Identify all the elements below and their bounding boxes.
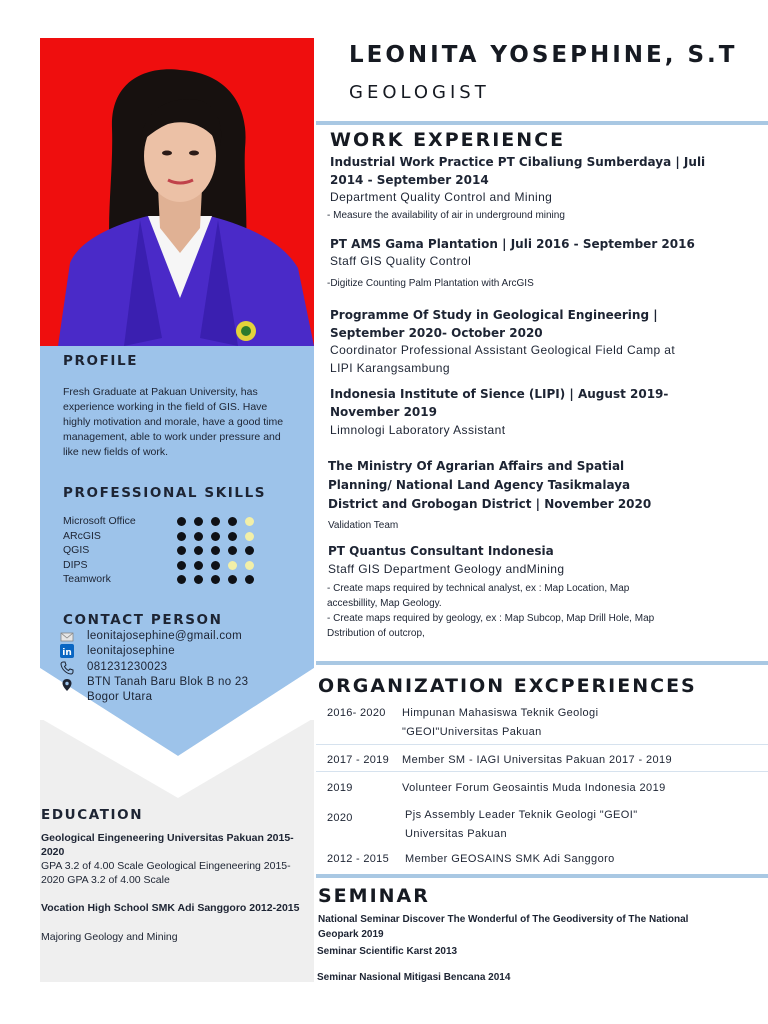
skill-dot-empty bbox=[245, 517, 254, 526]
skill-dot-filled bbox=[194, 561, 203, 570]
skill-dot-filled bbox=[211, 517, 220, 526]
org-row-divider-2 bbox=[316, 771, 768, 772]
skill-name: DIPS bbox=[63, 558, 88, 571]
org-year-1: 2016- 2020 bbox=[327, 707, 386, 719]
org-year-2: 2017 - 2019 bbox=[327, 754, 390, 766]
skill-dot-filled bbox=[245, 575, 254, 584]
divider-header bbox=[316, 121, 768, 125]
skill-dot-filled bbox=[194, 532, 203, 541]
skill-dot-filled bbox=[228, 517, 237, 526]
job-title-3: Programme Of Study in Geological Engineering | September 2020- October 2020 bbox=[330, 308, 658, 340]
job-title-5: The Ministry Of Agrarian Affairs and Spatial Planning/ National Land Agency Tasikmalaya District and Grobogan District | November 2020 bbox=[328, 459, 652, 511]
skills-heading: PROFESSIONAL SKILLS bbox=[63, 485, 267, 501]
skill-dot-filled bbox=[194, 517, 203, 526]
job-role-2: Staff GIS Quality Control bbox=[330, 254, 472, 268]
phone-icon bbox=[60, 661, 74, 675]
org-desc-3: Volunteer Forum Geosaintis Muda Indonesia 2019 bbox=[402, 782, 666, 794]
candidate-name: LEONITA YOSEPHINE, S.T bbox=[349, 42, 738, 68]
linkedin-text[interactable]: leonitajosephine bbox=[87, 645, 175, 657]
job-desc-6b: - Create maps required by geology, ex : Map Subcop, Map Drill Hole, Map Dstribution of outcrop, bbox=[327, 613, 655, 639]
job-title-1: Industrial Work Practice PT Cibaliung Sumberdaya | Juli 2014 - September 2014 bbox=[330, 155, 706, 187]
email-text[interactable]: leonitajosephine@gmail.com bbox=[87, 630, 242, 642]
org-row-divider-1 bbox=[316, 744, 768, 745]
address-line2: Bogor Utara bbox=[87, 691, 153, 703]
education-detail-1: GPA 3.2 of 4.00 Scale Geological Eingeneering 2015-2020 GPA 3.2 of 4.00 Scale bbox=[41, 860, 291, 886]
job-role-1: Department Quality Control and Mining bbox=[330, 190, 553, 204]
skill-row bbox=[63, 530, 293, 545]
education-detail-2: Majoring Geology and Mining bbox=[41, 931, 178, 943]
skill-dot-filled bbox=[211, 561, 220, 570]
seminar-item-2: Seminar Scientific Karst 2013 bbox=[317, 946, 458, 957]
skill-dot-filled bbox=[228, 546, 237, 555]
skill-row bbox=[63, 544, 293, 559]
location-pin-icon bbox=[60, 678, 74, 692]
skill-dot-filled bbox=[211, 575, 220, 584]
skill-dot-filled bbox=[177, 532, 186, 541]
portrait-photo bbox=[40, 38, 314, 346]
skill-name: ARcGIS bbox=[63, 529, 101, 542]
skill-dot-empty bbox=[245, 561, 254, 570]
seminar-item-3: Seminar Nasional Mitigasi Bencana 2014 bbox=[317, 972, 511, 983]
svg-text:in: in bbox=[62, 648, 72, 658]
skill-name: Microsoft Office bbox=[63, 515, 136, 527]
org-year-3: 2019 bbox=[327, 782, 353, 794]
job-role-3: Coordinator Professional Assistant Geological Field Camp at LIPI Karangsambung bbox=[330, 343, 676, 375]
job-role-6: Staff GIS Department Geology andMining bbox=[328, 562, 565, 576]
seminar-item-1: National Seminar Discover The Wonderful of The Geodiversity of The National Geopark 2019 bbox=[318, 914, 689, 940]
job-title-4: Indonesia Institute of Sience (LIPI) | August 2019- November 2019 bbox=[330, 387, 669, 419]
skill-row bbox=[63, 559, 293, 574]
profile-text: Fresh Graduate at Pakuan University, has experience working in the field of GIS. Have highly motivation and morale, have a good time management, able to work under pressure and like new fields of work. bbox=[63, 386, 284, 458]
email-icon bbox=[60, 630, 74, 644]
education-title-2: Vocation High School SMK Adi Sanggoro 2012-2015 bbox=[41, 902, 300, 914]
skill-dot-filled bbox=[194, 575, 203, 584]
skill-dot-filled bbox=[177, 575, 186, 584]
work-heading: WORK EXPERIENCE bbox=[330, 129, 566, 151]
divider-work bbox=[316, 661, 768, 665]
org-desc-2: Member SM - IAGI Universitas Pakuan 2017 - 2019 bbox=[402, 754, 673, 766]
contact-heading: CONTACT PERSON bbox=[63, 612, 223, 628]
skill-dot-filled bbox=[211, 532, 220, 541]
job-title-6: PT Quantus Consultant Indonesia bbox=[328, 544, 554, 558]
org-desc-4: Pjs Assembly Leader Teknik Geologi "GEOI" Universitas Pakuan bbox=[405, 809, 638, 840]
skill-name: Teamwork bbox=[63, 573, 111, 585]
seminar-heading: SEMINAR bbox=[318, 885, 430, 907]
skill-dot-filled bbox=[177, 546, 186, 555]
job-desc-6a: - Create maps required by technical analyst, ex : Map Location, Map accesbillity, Map Geology. bbox=[327, 583, 630, 609]
skill-dot-empty bbox=[228, 561, 237, 570]
skill-row bbox=[63, 515, 293, 530]
skill-name: QGIS bbox=[63, 544, 90, 556]
skill-dot-filled bbox=[194, 546, 203, 555]
address-line1: BTN Tanah Baru Blok B no 23 bbox=[87, 676, 249, 688]
org-year-4: 2020 bbox=[327, 812, 353, 824]
skill-dot-filled bbox=[211, 546, 220, 555]
skill-dot-filled bbox=[177, 561, 186, 570]
job-title-2: PT AMS Gama Plantation | Juli 2016 - September 2016 bbox=[330, 237, 695, 251]
org-desc-1: Himpunan Mahasiswa Teknik Geologi "GEOI"Universitas Pakuan bbox=[402, 707, 599, 738]
skill-dot-empty bbox=[245, 532, 254, 541]
skill-dot-filled bbox=[228, 575, 237, 584]
education-title-1: Geological Eingeneering Universitas Pakuan 2015-2020 bbox=[41, 832, 294, 858]
skill-dot-filled bbox=[177, 517, 186, 526]
linkedin-icon bbox=[60, 644, 74, 658]
organization-heading: ORGANIZATION EXCPERIENCES bbox=[318, 675, 697, 697]
skill-dot-filled bbox=[228, 532, 237, 541]
job-role-4: Limnologi Laboratory Assistant bbox=[330, 423, 506, 437]
org-desc-5: Member GEOSAINS SMK Adi Sanggoro bbox=[405, 853, 615, 865]
job-desc-5: Validation Team bbox=[328, 520, 399, 531]
job-desc-2: -Digitize Counting Palm Plantation with ArcGIS bbox=[327, 278, 534, 289]
skills-list bbox=[63, 515, 293, 588]
candidate-role: GEOLOGIST bbox=[349, 82, 490, 103]
divider-organization bbox=[316, 874, 768, 878]
job-desc-1: - Measure the availability of air in underground mining bbox=[327, 210, 565, 221]
profile-heading: PROFILE bbox=[63, 353, 139, 369]
phone-text[interactable]: 081231230023 bbox=[87, 661, 168, 673]
skill-row bbox=[63, 573, 293, 588]
skill-dot-filled bbox=[245, 546, 254, 555]
org-year-5: 2012 - 2015 bbox=[327, 853, 390, 865]
education-heading: EDUCATION bbox=[41, 807, 144, 823]
